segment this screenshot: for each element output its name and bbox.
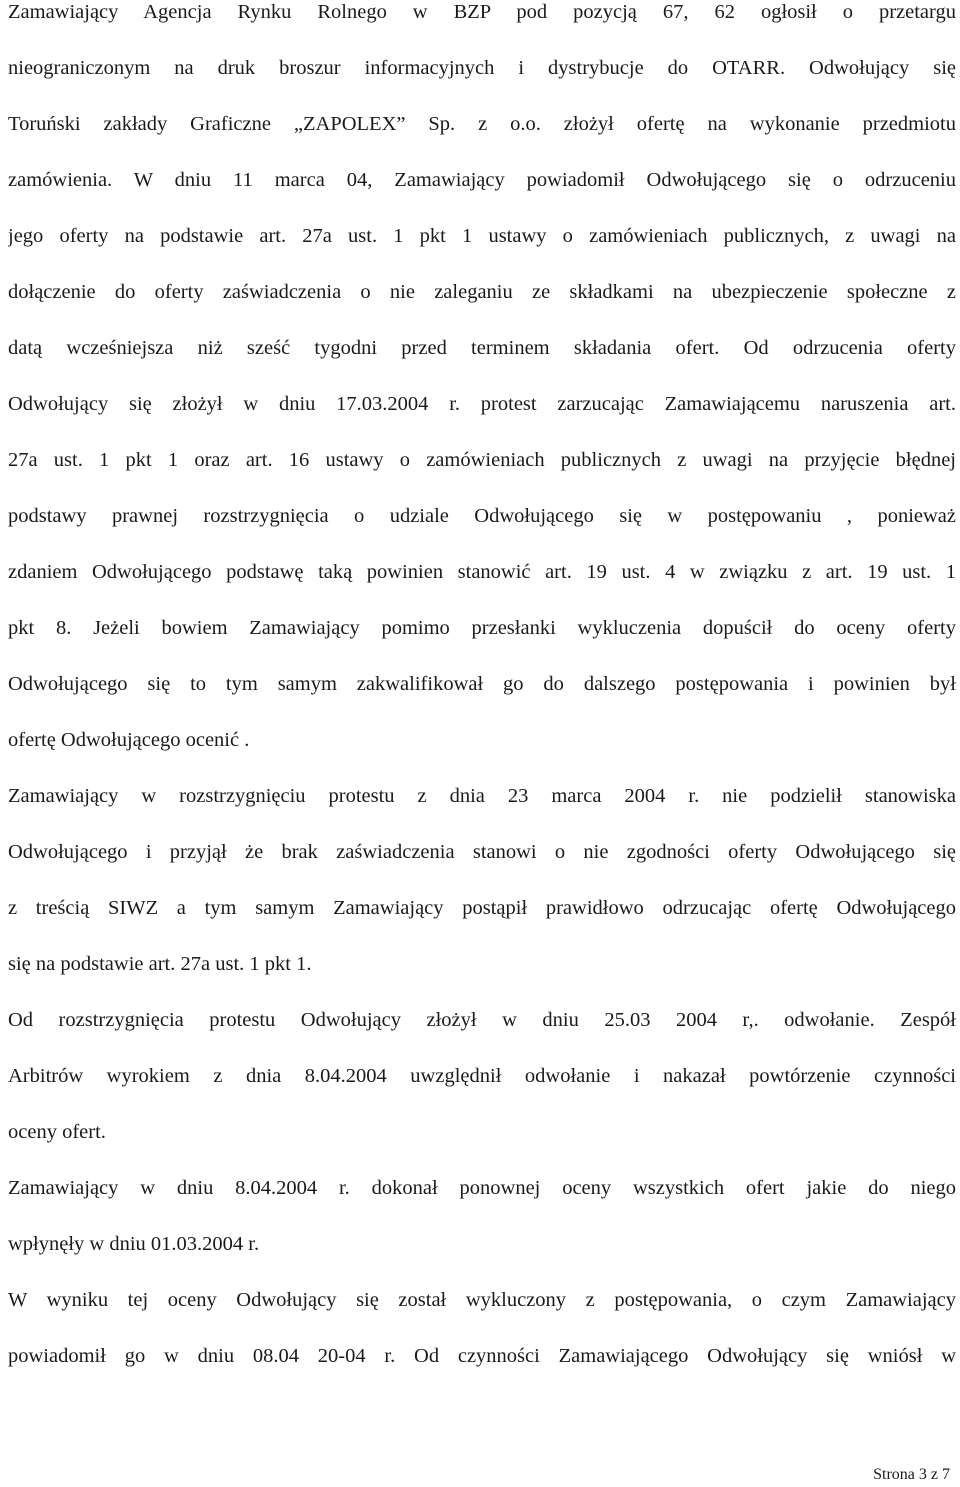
text-line: Od rozstrzygnięcia protestu Odwołujący złożył w dniu 25.03 2004 r,. odwołanie. Zespół (8, 1009, 956, 1031)
text-line: Zamawiający Agencja Rynku Rolnego w BZP pod pozycją 67, 62 ogłosił o przetargu (8, 1, 956, 23)
text-line: Odwołującego się to tym samym zakwalifikował go do dalszego postępowania i powinien był (8, 673, 956, 695)
text-line: oceny ofert. (8, 1121, 106, 1143)
text-line: podstawy prawnej rozstrzygnięcia o udziale Odwołującego się w postępowaniu , ponieważ (8, 505, 956, 527)
text-line: datą wcześniejsza niż sześć tygodni przed terminem składania ofert. Od odrzucenia oferty (8, 337, 956, 359)
text-line: powiadomił go w dniu 08.04 20-04 r. Od czynności Zamawiającego Odwołujący się wniósł w (8, 1345, 956, 1367)
text-line: zdaniem Odwołującego podstawę taką powinien stanowić art. 19 ust. 4 w związku z art. 19 ust. 1 (8, 561, 956, 583)
text-line: dołączenie do oferty zaświadczenia o nie zaleganiu ze składkami na ubezpieczenie społeczne z (8, 281, 956, 303)
text-line: Zamawiający w rozstrzygnięciu protestu z dnia 23 marca 2004 r. nie podzielił stanowiska (8, 785, 956, 807)
text-line: 27a ust. 1 pkt 1 oraz art. 16 ustawy o zamówieniach publicznych z uwagi na przyjęcie błędnej (8, 449, 956, 471)
text-line: z treścią SIWZ a tym samym Zamawiający postąpił prawidłowo odrzucając ofertę Odwołującego (8, 897, 956, 919)
text-line: wpłynęły w dniu 01.03.2004 r. (8, 1233, 260, 1255)
page-number: Strona 3 z 7 (873, 1466, 950, 1483)
text-line: nieograniczonym na druk broszur informacyjnych i dystrybucje do OTARR. Odwołujący się (8, 57, 956, 79)
text-line: Arbitrów wyrokiem z dnia 8.04.2004 uwzględnił odwołanie i nakazał powtórzenie czynności (8, 1065, 956, 1087)
text-line: zamówienia. W dniu 11 marca 04, Zamawiający powiadomił Odwołującego się o odrzuceniu (8, 169, 956, 191)
text-line: Odwołującego i przyjął że brak zaświadczenia stanowi o nie zgodności oferty Odwołującego się (8, 841, 956, 863)
text-line: Zamawiający w dniu 8.04.2004 r. dokonał ponownej oceny wszystkich ofert jakie do niego (8, 1177, 956, 1199)
text-line: ofertę Odwołującego ocenić . (8, 729, 250, 751)
text-line: się na podstawie art. 27a ust. 1 pkt 1. (8, 953, 312, 975)
text-line: Odwołujący się złożył w dniu 17.03.2004 r. protest zarzucając Zamawiającemu naruszenia art. (8, 393, 956, 415)
text-line: pkt 8. Jeżeli bowiem Zamawiający pomimo przesłanki wykluczenia dopuścił do oceny oferty (8, 617, 956, 639)
text-line: W wyniku tej oceny Odwołujący się został wykluczony z postępowania, o czym Zamawiający (8, 1289, 956, 1311)
text-line: Toruński zakłady Graficzne „ZAPOLEX” Sp. z o.o. złożył ofertę na wykonanie przedmiotu (8, 113, 956, 135)
text-line: jego oferty na podstawie art. 27a ust. 1 pkt 1 ustawy o zamówieniach publicznych, z uwagi na (8, 225, 956, 247)
